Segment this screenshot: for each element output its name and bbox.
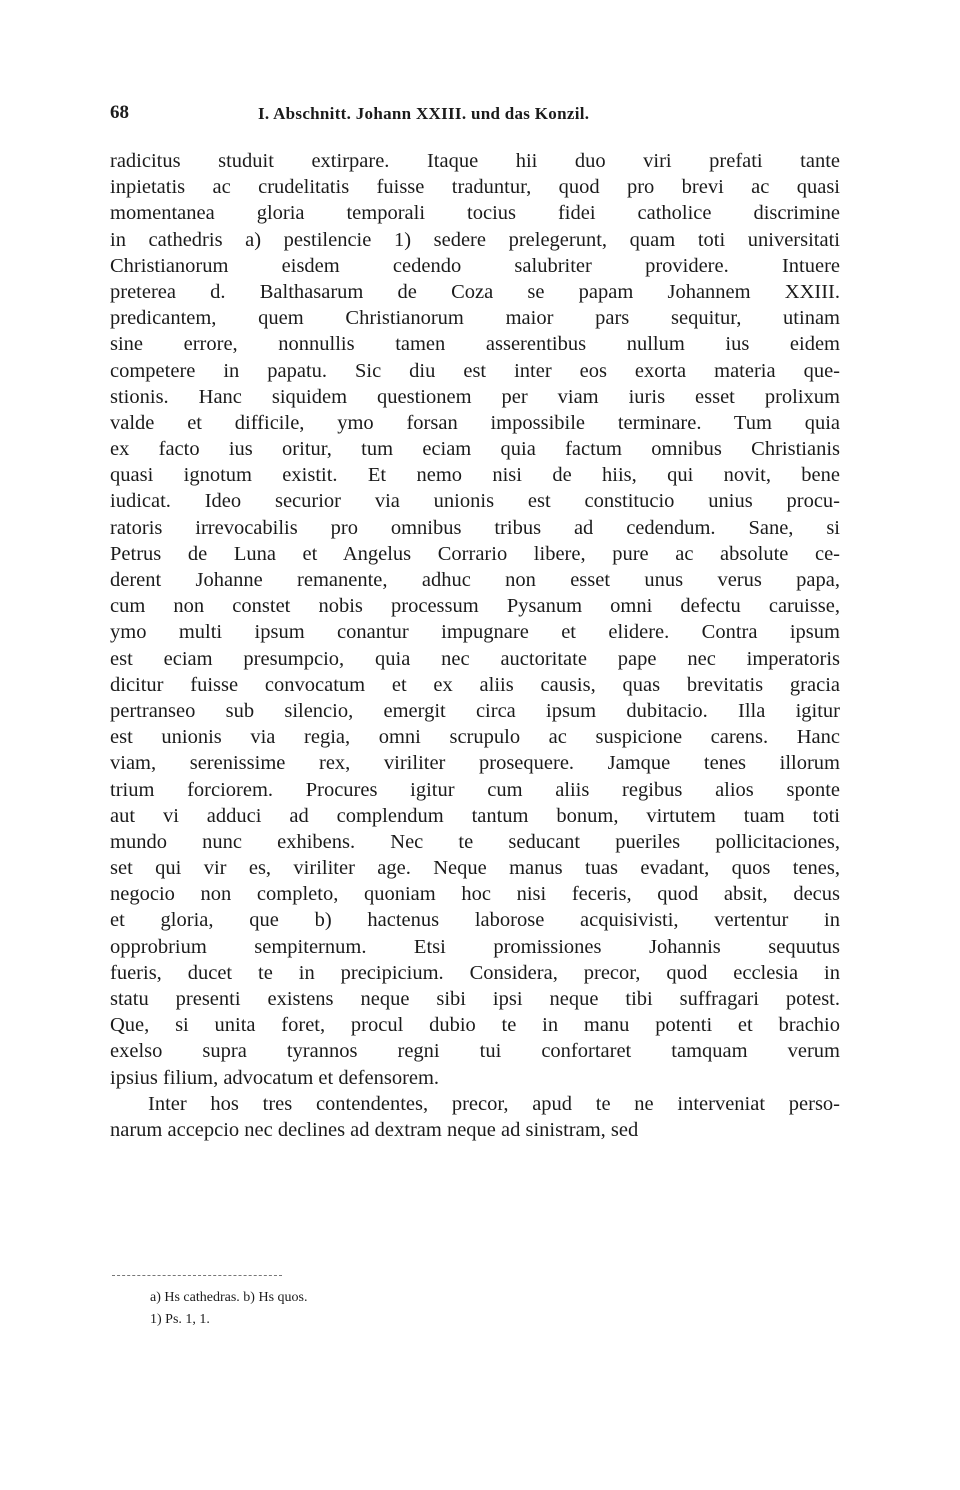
text-line: dicitur fuisse convocatum et ex aliis causis, quas brevitatis gracia bbox=[110, 673, 840, 696]
text-line: set qui vir es, viriliter age. Neque manus tuas evadant, quos tenes, bbox=[110, 857, 840, 880]
body-text bbox=[110, 148, 840, 1143]
text-line: predicantem, quem Christianorum maior pars sequitur, utinam bbox=[110, 307, 840, 330]
footnote: a) Hs cathedras. b) Hs quos. bbox=[150, 1290, 308, 1305]
running-head: I. Abschnitt. Johann XXIII. und das Konzil. bbox=[258, 104, 590, 123]
text-line: cum non constet nobis processum Pysanum omni defectu caruisse, bbox=[110, 595, 840, 618]
text-line: fueris, ducet te in precipicium. Considera, precor, quod ecclesia in bbox=[110, 961, 840, 984]
text-line: negocio non completo, quoniam hoc nisi feceris, quod absit, decus bbox=[110, 883, 840, 906]
text-line: trium forciorem. Procures igitur cum aliis regibus alios sponte bbox=[110, 778, 840, 801]
page-number: 68 bbox=[110, 102, 129, 123]
page-header bbox=[110, 102, 850, 132]
footnote: 1) Ps. 1, 1. bbox=[150, 1312, 210, 1327]
text-line: radicitus studuit extirpare. Itaque hii duo viri prefati tante bbox=[110, 150, 840, 172]
text-line: Inter hos tres contendentes, precor, apud te ne interveniat perso- bbox=[148, 1092, 840, 1115]
text-line: est unionis via regia, omni scrupulo ac suspicione carens. Hanc bbox=[110, 726, 840, 749]
text-line: mundo nunc exhibens. Nec te seducant pueriles pollicitaciones, bbox=[110, 830, 840, 853]
text-line: statu presenti existens neque sibi ipsi neque tibi suffragari potest. bbox=[110, 988, 840, 1010]
text-line: Que, si unita foret, procul dubio te in manu potenti et brachio bbox=[110, 1014, 840, 1037]
text-line: preterea d. Balthasarum de Coza se papam Johannem XXIII. bbox=[110, 280, 840, 303]
text-line: pertranseo sub silencio, emergit circa ipsum dubitacio. Illa igitur bbox=[110, 699, 840, 722]
text-line: ratoris irrevocabilis pro omnibus tribus ad cedendum. Sane, si bbox=[110, 516, 840, 539]
text-line: sine errore, nonnullis tamen asserentibus nullum ius eidem bbox=[110, 333, 840, 356]
text-line: in cathedris a) pestilencie 1) sedere prelegerunt, quam toti universitati bbox=[110, 228, 840, 251]
text-line: quasi ignotum existit. Et nemo nisi de hiis, qui novit, bene bbox=[110, 464, 840, 487]
text-line: Petrus de Luna et Angelus Corrario libere, pure ac absolute ce- bbox=[110, 542, 840, 565]
footnotes bbox=[150, 1287, 750, 1331]
text-line: stionis. Hanc siquidem questionem per viam iuris esset prolixum bbox=[110, 385, 840, 408]
text-line: derent Johanne remanente, adhuc non esset unus verus papa, bbox=[110, 569, 840, 591]
text-line: ex facto ius oritur, tum eciam quia factum omnibus Christianis bbox=[110, 438, 840, 461]
text-line: narum accepcio nec declines ad dextram neque ad sinistram, sed bbox=[110, 1118, 639, 1141]
text-line: aut vi adduci ad complendum tantum bonum, virtutem tuam toti bbox=[110, 804, 840, 827]
text-line: competere in papatu. Sic diu est inter eos exorta materia que- bbox=[110, 359, 840, 382]
text-line: Christianorum eisdem cedendo salubriter providere. Intuere bbox=[110, 254, 840, 277]
text-line: exelso supra tyrannos regni tui confortaret tamquam verum bbox=[110, 1040, 840, 1063]
text-line: opprobrium sempiternum. Etsi promissiones Johannis sequutus bbox=[110, 935, 840, 958]
text-line: ipsius filium, advocatum et defensorem. bbox=[110, 1066, 440, 1089]
text-line: viam, serenissime rex, viriliter prosequere. Jamque tenes illorum bbox=[110, 752, 840, 775]
text-line: iudicat. Ideo securior via unionis est constitucio unius procu- bbox=[110, 490, 840, 513]
text-line: valde et difficile, ymo forsan impossibile terminare. Tum quia bbox=[110, 411, 840, 434]
text-line: ymo multi ipsum conantur impugnare et elidere. Contra ipsum bbox=[110, 621, 840, 644]
text-line: inpietatis ac crudelitatis fuisse traduntur, quod pro brevi ac quasi bbox=[110, 176, 840, 199]
text-line: est eciam presumpcio, quia nec auctoritate pape nec imperatoris bbox=[110, 647, 840, 670]
text-line: momentanea gloria temporali tocius fidei catholice discrimine bbox=[110, 202, 840, 225]
text-line: et gloria, que b) hactenus laborose acquisivisti, vertentur in bbox=[110, 909, 840, 932]
footnote-divider bbox=[112, 1275, 282, 1276]
